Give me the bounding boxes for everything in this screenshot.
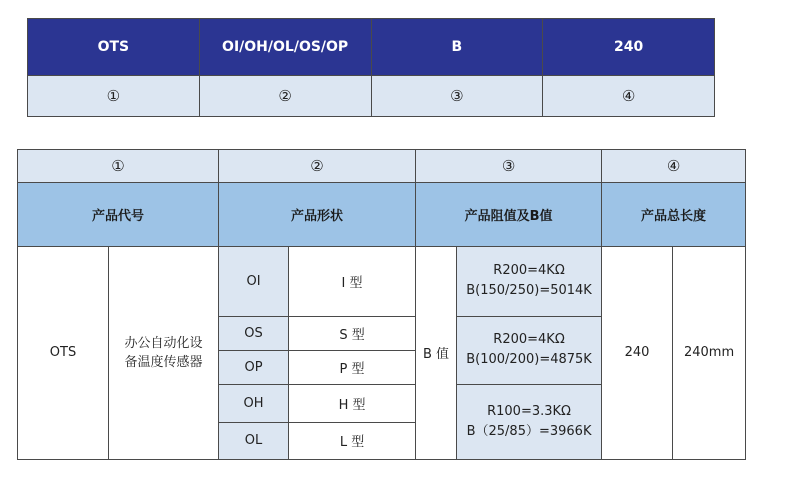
shape-code-cell: OH: [219, 385, 289, 422]
b-constant-value: B(150/250)=5014K: [466, 283, 592, 299]
detail-number-1: ①: [18, 150, 219, 183]
description-line-2: 备温度传感器: [124, 354, 203, 370]
title-product-code: 产品代号: [18, 183, 219, 247]
resistance-group-1: [457, 246, 602, 316]
b-value-label-cell: B 值: [416, 246, 457, 459]
title-total-length: 产品总长度: [602, 183, 746, 247]
shape-name-cell: L 型: [289, 422, 416, 459]
detail-title-row: [18, 183, 746, 247]
code-number-4: ④: [543, 76, 715, 117]
shape-code-cell: OL: [219, 422, 289, 459]
code-number-3: ③: [371, 76, 543, 117]
shape-code-cell: OI: [219, 246, 289, 316]
detail-row: [18, 246, 746, 316]
length-code-cell: 240: [602, 246, 673, 459]
detail-number-4: ④: [602, 150, 746, 183]
shape-code-cell: OP: [219, 350, 289, 384]
code-number-2: ②: [199, 76, 371, 117]
shape-name-cell: I 型: [289, 246, 416, 316]
product-description-cell: [109, 246, 219, 459]
detail-number-3: ③: [416, 150, 602, 183]
code-number-row: [28, 76, 715, 117]
b-constant-value: B(100/200)=4875K: [466, 352, 592, 368]
code-number-1: ①: [28, 76, 200, 117]
code-segment-length: 240: [543, 19, 715, 76]
shape-name-cell: H 型: [289, 385, 416, 422]
resistance-group-2: [457, 316, 602, 385]
detail-number-2: ②: [219, 150, 416, 183]
resistance-value: R200=4KΩ: [493, 263, 565, 279]
product-code-table: [27, 18, 715, 117]
product-detail-table: [17, 149, 746, 460]
shape-name-cell: P 型: [289, 350, 416, 384]
description-line-1: 办公自动化设: [124, 335, 203, 351]
code-header-row: [28, 19, 715, 76]
resistance-group-3: [457, 385, 602, 460]
code-segment-series: OTS: [28, 19, 200, 76]
product-code-cell: OTS: [18, 246, 109, 459]
title-resistance-b-value: 产品阻值及B值: [416, 183, 602, 247]
title-product-shape: 产品形状: [219, 183, 416, 247]
shape-name-cell: S 型: [289, 316, 416, 350]
code-segment-shape: OI/OH/OL/OS/OP: [199, 19, 371, 76]
length-value-cell: 240mm: [673, 246, 746, 459]
code-segment-b-value: B: [371, 19, 543, 76]
detail-number-row: [18, 150, 746, 183]
resistance-value: R100=3.3KΩ: [487, 404, 571, 420]
shape-code-cell: OS: [219, 316, 289, 350]
resistance-value: R200=4KΩ: [493, 332, 565, 348]
b-constant-value: B（25/85）=3966K: [466, 424, 592, 440]
